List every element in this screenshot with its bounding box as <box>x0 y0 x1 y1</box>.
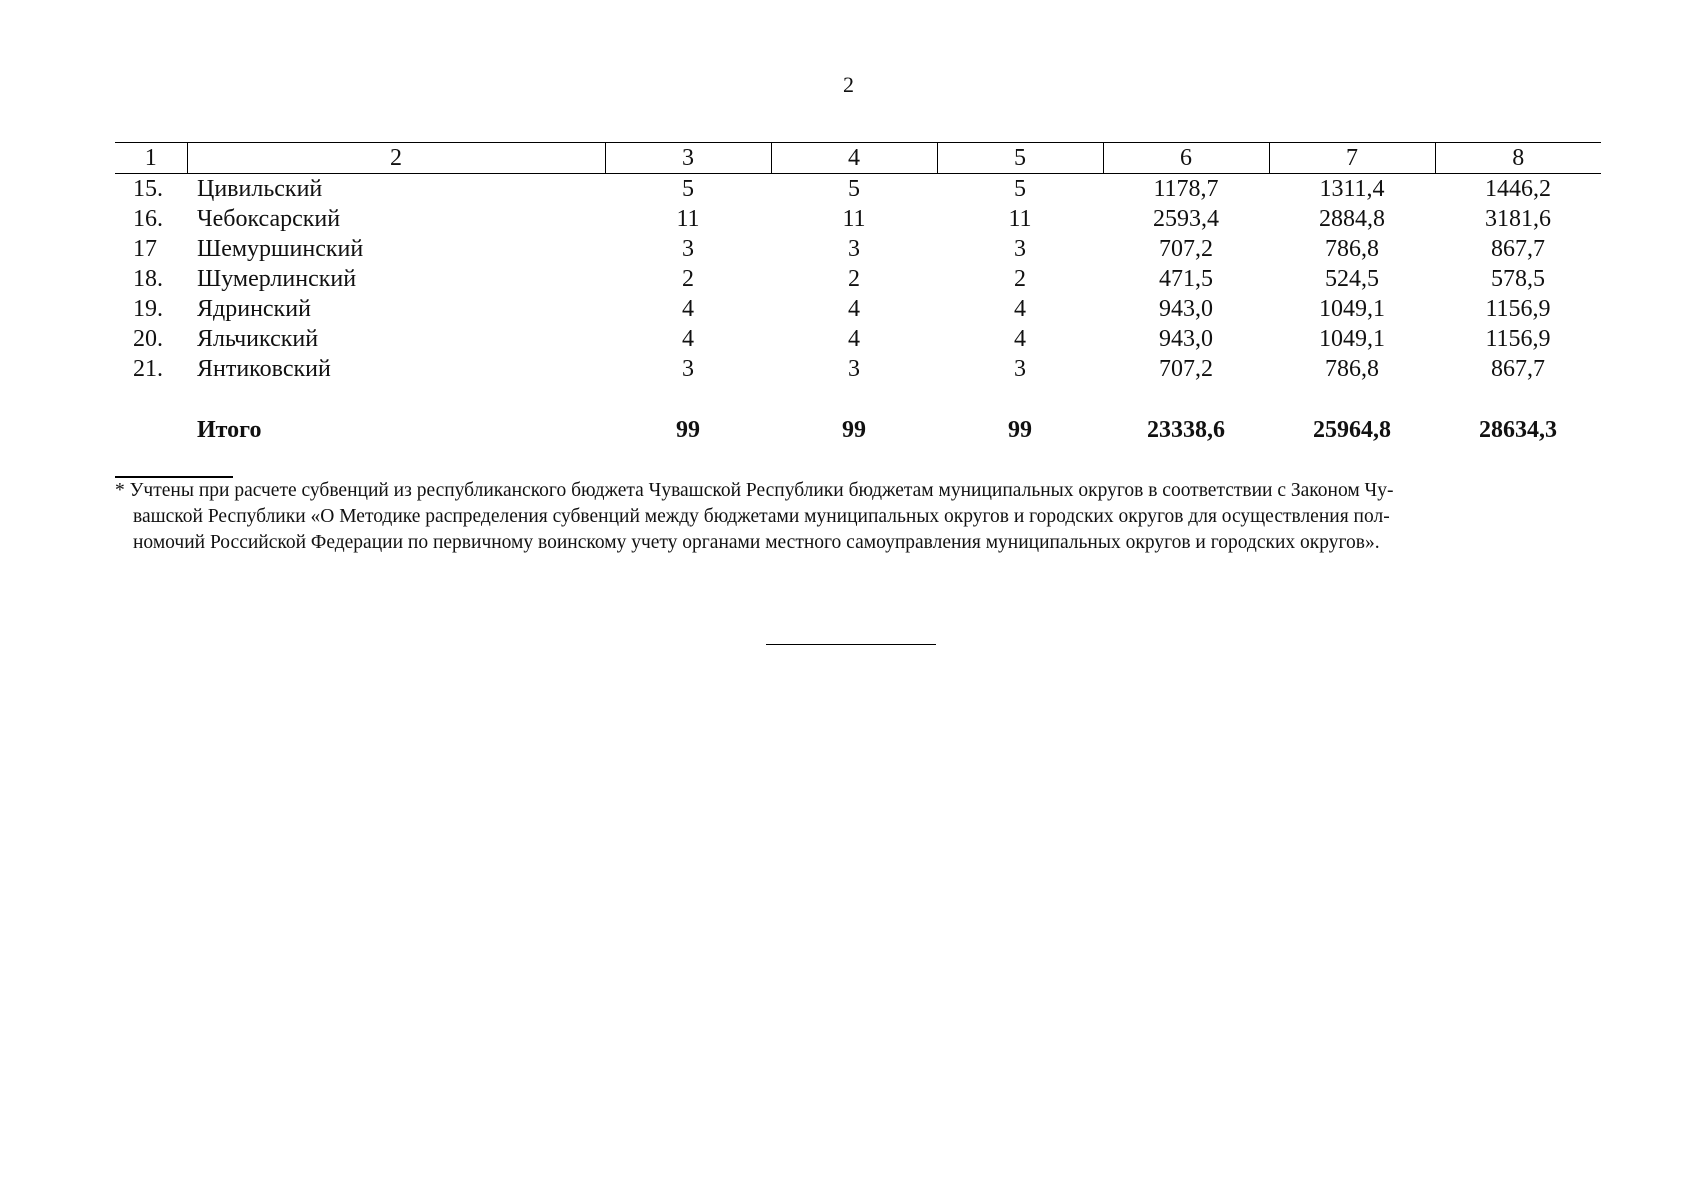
column-header: 8 <box>1435 143 1601 174</box>
footnote-line: * Учтены при расчете субвенций из республиканского бюджета Чувашской Республики бюджетам муниципальных округов в соответствии с Законом Чу- <box>115 480 1394 501</box>
table-cell: 867,7 <box>1491 356 1545 382</box>
table-cell: 3 <box>682 236 694 262</box>
table-cell: 4 <box>1014 296 1026 322</box>
table-cell: 1156,9 <box>1485 296 1551 322</box>
total-label: Итого <box>197 417 262 443</box>
column-header: 6 <box>1103 143 1269 174</box>
table-cell: 4 <box>682 296 694 322</box>
row-number: 18. <box>133 266 163 292</box>
table-cell: 786,8 <box>1325 356 1379 382</box>
column-header: 3 <box>605 143 771 174</box>
table-cell: 3 <box>848 356 860 382</box>
table-cell: 4 <box>1014 326 1026 352</box>
district-name: Шемуршинский <box>197 236 364 262</box>
table-cell: 2 <box>848 266 860 292</box>
total-cell: 99 <box>842 417 866 443</box>
footnote <box>115 478 1600 556</box>
row-number: 15. <box>133 176 163 202</box>
table-cell: 1049,1 <box>1319 326 1385 352</box>
table-cell: 1446,2 <box>1485 176 1551 202</box>
row-number: 20. <box>133 326 163 352</box>
table-cell: 11 <box>842 206 866 232</box>
total-cell: 23338,6 <box>1147 417 1225 443</box>
table-cell: 3181,6 <box>1485 206 1551 232</box>
row-number: 17 <box>133 236 157 262</box>
table-cell: 471,5 <box>1159 266 1213 292</box>
table-cell: 4 <box>848 326 860 352</box>
table-row <box>115 354 1601 384</box>
table-cell: 1311,4 <box>1319 176 1385 202</box>
table-header-row <box>115 143 1601 174</box>
table-cell: 2593,4 <box>1153 206 1219 232</box>
column-header: 7 <box>1269 143 1435 174</box>
footnote-line: номочий Российской Федерации по первичному воинскому учету органами местного самоуправления муниципальных округов и городских округов». <box>133 532 1380 553</box>
footnote-line: вашской Республики «О Методике распределения субвенций между бюджетами муниципальных округов и городских округов для осуществления пол- <box>133 506 1390 527</box>
page-number: 2 <box>843 72 854 97</box>
table-row <box>115 294 1601 324</box>
total-cell: 99 <box>676 417 700 443</box>
table-cell: 2884,8 <box>1319 206 1385 232</box>
table-cell: 5 <box>682 176 694 202</box>
table-cell: 707,2 <box>1159 356 1213 382</box>
table-cell: 3 <box>1014 356 1026 382</box>
total-cell: 28634,3 <box>1479 417 1557 443</box>
table-cell: 2 <box>682 266 694 292</box>
table-cell: 4 <box>682 326 694 352</box>
table-cell: 707,2 <box>1159 236 1213 262</box>
district-name: Ядринский <box>197 296 311 322</box>
table-cell: 1178,7 <box>1153 176 1219 202</box>
table-cell: 943,0 <box>1159 326 1213 352</box>
row-number: 19. <box>133 296 163 322</box>
table-cell: 3 <box>848 236 860 262</box>
row-number: 16. <box>133 206 163 232</box>
spacer-row <box>115 384 1601 415</box>
table-cell: 786,8 <box>1325 236 1379 262</box>
total-cell: 99 <box>1008 417 1032 443</box>
table-cell: 1156,9 <box>1485 326 1551 352</box>
table-cell: 4 <box>848 296 860 322</box>
end-of-document-rule <box>766 644 936 645</box>
column-header: 5 <box>937 143 1103 174</box>
table-row <box>115 204 1601 234</box>
table-cell: 1049,1 <box>1319 296 1385 322</box>
table-cell: 11 <box>1008 206 1032 232</box>
district-name: Цивильский <box>197 176 323 202</box>
table-cell: 943,0 <box>1159 296 1213 322</box>
district-name: Чебоксарский <box>197 206 341 232</box>
row-number: 21. <box>133 356 163 382</box>
table-cell: 11 <box>676 206 700 232</box>
table-cell: 3 <box>682 356 694 382</box>
total-number-cell <box>115 415 187 445</box>
column-header: 4 <box>771 143 937 174</box>
table-cell: 524,5 <box>1325 266 1379 292</box>
table-cell: 3 <box>1014 236 1026 262</box>
district-name: Янтиковский <box>197 356 331 382</box>
subsidy-table <box>115 142 1601 445</box>
table-row <box>115 264 1601 294</box>
table-cell: 5 <box>1014 176 1026 202</box>
column-header: 1 <box>115 143 187 174</box>
total-cell: 25964,8 <box>1313 417 1391 443</box>
column-header: 2 <box>187 143 605 174</box>
table-row <box>115 324 1601 354</box>
table-row <box>115 234 1601 264</box>
district-name: Шумерлинский <box>197 266 357 292</box>
table-cell: 5 <box>848 176 860 202</box>
total-row <box>115 415 1601 445</box>
table-cell: 867,7 <box>1491 236 1545 262</box>
district-name: Яльчикский <box>197 326 319 352</box>
table-cell: 578,5 <box>1491 266 1545 292</box>
table-row <box>115 174 1601 205</box>
table-cell: 2 <box>1014 266 1026 292</box>
